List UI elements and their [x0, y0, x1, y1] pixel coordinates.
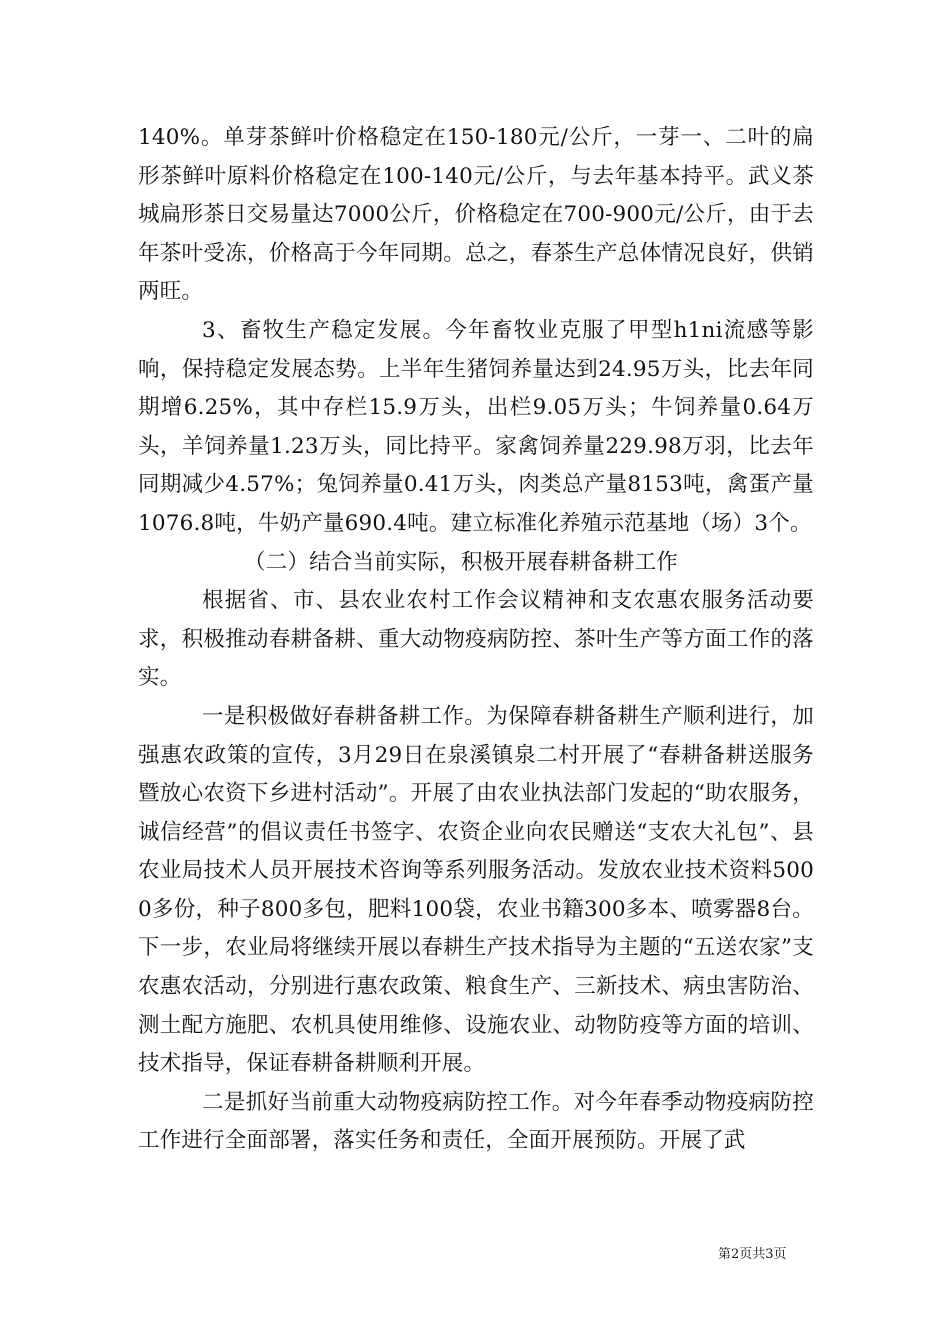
paragraph-spring-plowing: 一是积极做好春耕备耕工作。为保障春耕备耕生产顺利进行，加强惠农政策的宣传，3月29日在泉溪镇泉二村开展了“春耕备耕送服务暨放心农资下乡进村活动”。开展了由农业执法部门发起的“助农服务，诚信经营”的倡议责任书签字、农资企业向农民赠送“支农大礼包”、县农业局技术人员开展技术咨询等系列服务活动。发放农业技术资料5000多份，种子800多包，肥料100袋，农业书籍300多本、喷雾器8台。下一步，农业局将继续开展以春耕生产技术指导为主题的“五送农家”支农惠农活动，分别进行惠农政策、粮食生产、三新技术、病虫害防治、测土配方施肥、农机具使用维修、设施农业、动物防疫等方面的培训、技术指导，保证春耕备耕顺利开展。 — [138, 703, 814, 1077]
section-heading: （二）结合当前实际，积极开展春耕备耕工作 — [244, 549, 679, 575]
page-number-footer: 第2页共3页 — [718, 1247, 787, 1262]
document-body — [138, 119, 814, 1161]
paragraph-intro: 根据省、市、县农业农村工作会议精神和支农惠农服务活动要求，积极推动春耕备耕、重大动物疫病防控、茶叶生产等方面工作的落实。 — [138, 588, 814, 691]
paragraph-livestock: 3、畜牧生产稳定发展。今年畜牧业克服了甲型h1ni流感等影响，保持稳定发展态势。上半年生猪饲养量达到24.95万头，比去年同期增6.25%，其中存栏15.9万头，出栏9.05万头；牛饲养量0.64万头，羊饲养量1.23万头，同比持平。家禽饲养量229.98万羽，比去年同期减少4.57%；兔饲养量0.41万头，肉类总产量8153吨，禽蛋产量1076.8吨，牛奶产量690.4吨。建立标准化养殖示范基地（场）3个。 — [138, 317, 814, 536]
paragraph-tea-prices: 140%。单芽茶鲜叶价格稳定在150-180元/公斤，一芽一、二叶的扁形茶鲜叶原料价格稳定在100-140元/公斤，与去年基本持平。武义茶城扁形茶日交易量达7000公斤，价格稳定在700-900元/公斤，由于去年茶叶受冻，价格高于今年同期。总之，春茶生产总体情况良好，供销两旺。 — [138, 125, 814, 305]
paragraph-disease-control: 二是抓好当前重大动物疫病防控工作。对今年春季动物疫病防控工作进行全面部署，落实任务和责任，全面开展预防。开展了武 — [138, 1089, 814, 1154]
